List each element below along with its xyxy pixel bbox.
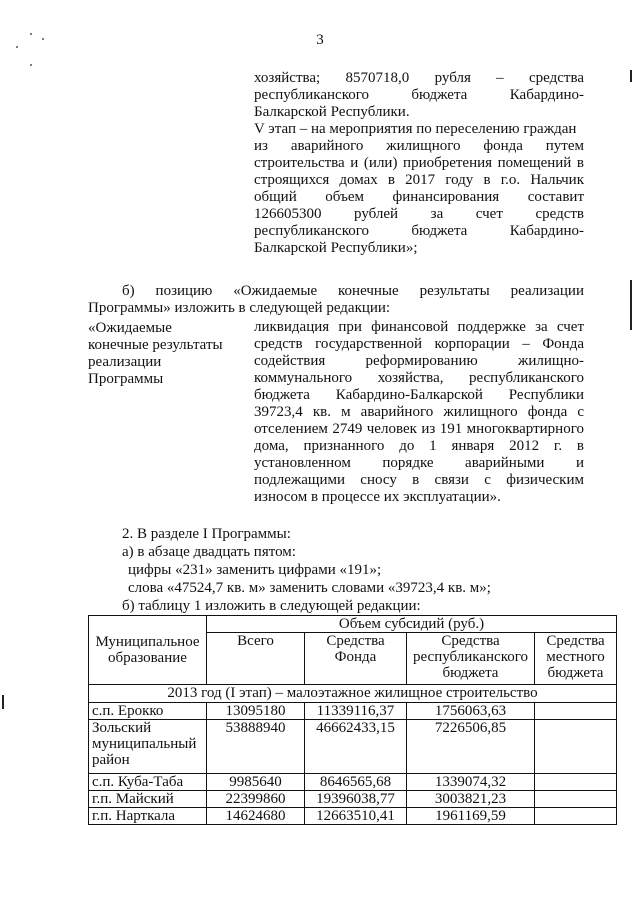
stage-text-block [254, 70, 584, 257]
cell-total: 14624680 [207, 808, 305, 825]
cell-republic: 7226506,85 [407, 720, 535, 774]
table-row [89, 774, 617, 791]
header-total: Всего [207, 633, 305, 685]
position-label: «Ожидаемые конечные результаты реализации Программы [88, 320, 223, 387]
page-number: 3 [316, 32, 324, 48]
cell-fund: 19396038,77 [305, 791, 407, 808]
cell-name: с.п. Ерокко [89, 703, 207, 720]
cell-total: 53888940 [207, 720, 305, 774]
margin-mark [630, 280, 632, 330]
cell-republic: 1961169,59 [407, 808, 535, 825]
cell-republic: 1756063,63 [407, 703, 535, 720]
cell-total: 13095180 [207, 703, 305, 720]
scan-speck [30, 64, 32, 66]
cell-fund: 8646565,68 [305, 774, 407, 791]
cell-name: Зольский муниципальный район [89, 720, 207, 774]
text-line: строящихся домах в 2017 году в г.о. Нальчик [254, 172, 584, 188]
cell-name: г.п. Нарткала [89, 808, 207, 825]
margin-mark [2, 695, 4, 709]
scan-speck [30, 33, 32, 35]
section-2: 2. В разделе I Программы: а) в абзаце двадцать пятом: цифры «231» заменить цифрами «191»; слова «47524,7 кв. м» заменить словами «39723,4 кв. м»; б) таблицу 1 изложить в следующей редакции: [122, 526, 592, 616]
cell-fund: 11339116,37 [305, 703, 407, 720]
section-heading: 2. В разделе I Программы: [122, 526, 291, 542]
text-line: из аварийного жилищного фонда путем [254, 138, 584, 154]
text-line: Балкарской Республики. [254, 104, 410, 120]
stage-row: 2013 год (I этап) – малоэтажное жилищное строительство [89, 685, 617, 703]
table-row [89, 808, 617, 825]
item-b-line1: б) позицию «Ожидаемые конечные результаты реализации [122, 283, 584, 299]
header-local: Средства местного бюджета [535, 633, 617, 685]
cell-local [535, 791, 617, 808]
cell-fund: 46662433,15 [305, 720, 407, 774]
text-line: хозяйства; 8570718,0 рубля – средства [254, 70, 584, 86]
text-line: республиканского бюджета Кабардино- [254, 87, 584, 103]
scan-speck [42, 38, 44, 40]
text-line: строительства и (или) приобретения помещений в [254, 155, 584, 171]
cell-local [535, 774, 617, 791]
text-line: Балкарской Республики»; [254, 240, 418, 256]
text-line: V этап – на мероприятия по переселению граждан [254, 121, 577, 137]
margin-mark [630, 70, 632, 82]
cell-fund: 12663510,41 [305, 808, 407, 825]
text-line: республиканского бюджета Кабардино- [254, 223, 584, 239]
subsidy-table [88, 615, 617, 825]
cell-name: г.п. Майский [89, 791, 207, 808]
position-text: ликвидация при финансовой поддержке за счет средств государственной корпорации – Фонда содействия реформированию жилищно- коммунального хозяйства, республиканского бюджета Кабардино-Балкарской Республики 39723,4 кв. м аварийного жилищного фонда с отселением 2749 человек из 191 многоквартирного дома, признанного до 1 января 2012 г. в установленном порядке аварийными и подлежащими сносу в связи с физическим износом в процессе их эксплуатации». [254, 319, 584, 505]
table-row [89, 703, 617, 720]
cell-total: 9985640 [207, 774, 305, 791]
scan-speck [16, 46, 18, 48]
cell-name: с.п. Куба-Таба [89, 774, 207, 791]
table-row [89, 791, 617, 808]
cell-local [535, 703, 617, 720]
header-subsidy-volume: Объем субсидий (руб.) [207, 616, 617, 633]
header-fund: Средства Фонда [305, 633, 407, 685]
cell-total: 22399860 [207, 791, 305, 808]
cell-republic: 1339074,32 [407, 774, 535, 791]
cell-local [535, 808, 617, 825]
table-row [89, 720, 617, 774]
cell-local [535, 720, 617, 774]
header-municipal: Муниципальное образование [89, 616, 207, 685]
item-b-line2: Программы» изложить в следующей редакции: [88, 300, 391, 316]
cell-republic: 3003821,23 [407, 791, 535, 808]
header-republic: Средства республиканского бюджета [407, 633, 535, 685]
text-line: 126605300 рублей за счет средств [254, 206, 584, 222]
text-line: общий объем финансирования составит [254, 189, 584, 205]
